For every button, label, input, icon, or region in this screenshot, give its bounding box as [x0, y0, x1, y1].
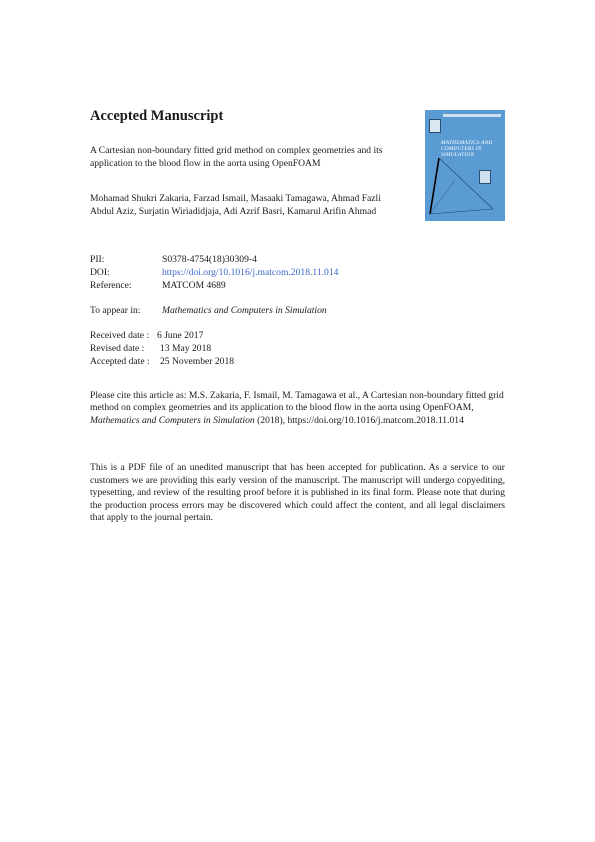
- received-date: 6 June 2017: [157, 330, 204, 341]
- revised-date: 13 May 2018: [160, 343, 212, 354]
- citation-paragraph: [90, 390, 510, 427]
- journal-logo-icon: [479, 170, 491, 184]
- reference-value: MATCOM 4689: [162, 280, 226, 291]
- citation-prefix: Please cite this article as: M.S. Zakaria, F. Ismail, M. Tamagawa et al., A Cartesian non-boundary fitted grid method on complex geometries and its application to the blood flow in the aorta using OpenFOAM,: [90, 390, 504, 414]
- accepted-label: Accepted date :: [90, 356, 150, 367]
- revised-label: Revised date :: [90, 343, 145, 354]
- doi-label: DOI:: [90, 267, 110, 278]
- cover-title: MATHEMATICS AND COMPUTERS IN SIMULATION: [441, 140, 493, 159]
- accepted-date: 25 November 2018: [160, 356, 235, 367]
- manuscript-notice: This is a PDF file of an unedited manuscript that has been accepted for publication. As a service to our customers we are providing this early version of the manuscript. The manuscript will undergo copyediting, typesetting, and review of the resulting proof before it is published in its final form. Please note that during the production process errors may be discovered which could affect the content, and all legal disclaimers that apply to the journal pertain.: [90, 462, 505, 523]
- journal-cover-image: [425, 110, 505, 221]
- citation-journal: Mathematics and Computers in Simulation: [90, 414, 255, 426]
- reference-label: Reference:: [90, 280, 132, 291]
- journal-name: Mathematics and Computers in Simulation: [162, 305, 327, 316]
- manuscript-heading: Accepted Manuscript: [90, 108, 224, 124]
- received-label: Received date :: [90, 330, 150, 341]
- article-title: A Cartesian non-boundary fitted grid method on complex geometries and its application to the blood flow in the aorta using OpenFOAM: [90, 145, 383, 169]
- pii-value: S0378-4754(18)30309-4: [162, 254, 257, 265]
- author-list: Mohamad Shukri Zakaria, Farzad Ismail, Masaaki Tamagawa, Ahmad Fazli Abdul Aziz, Surjatin Wiriadidjaja, Adi Azrif Basri, Kamarul Arifin Ahmad: [90, 193, 381, 217]
- appear-label: To appear in:: [90, 305, 141, 316]
- citation-suffix: (2018), https://doi.org/10.1016/j.matcom.2018.11.014: [254, 414, 464, 426]
- pii-label: PII:: [90, 254, 105, 265]
- cover-graphic: [425, 110, 505, 221]
- doi-link[interactable]: https://doi.org/10.1016/j.matcom.2018.11.014: [162, 267, 339, 278]
